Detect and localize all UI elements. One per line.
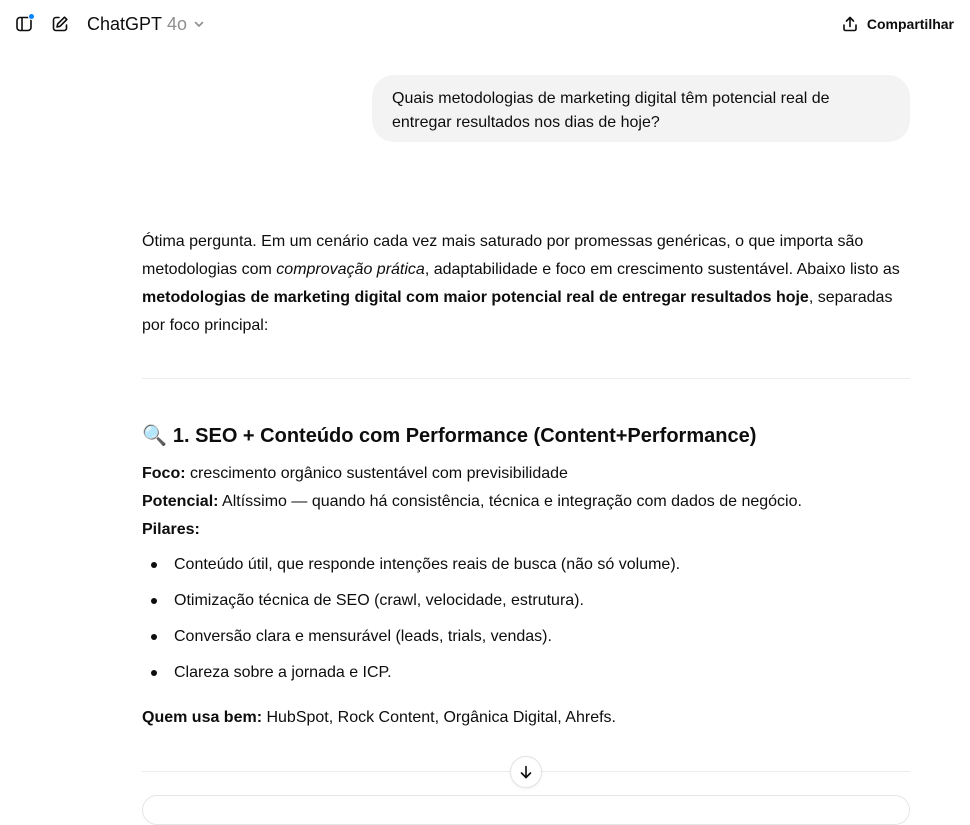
magnifier-icon: 🔍	[142, 425, 167, 447]
intro-paragraph	[142, 228, 910, 340]
sidebar-toggle-button[interactable]	[12, 12, 36, 36]
share-icon	[841, 15, 859, 33]
section-info	[142, 460, 910, 544]
scroll-down-button[interactable]	[510, 756, 542, 788]
list-item: Conteúdo útil, que responde intenções reais de busca (não só volume).	[142, 551, 910, 587]
intro-bold: metodologias de marketing digital com maior potencial real de entregar resultados hoje	[142, 289, 809, 306]
new-chat-button[interactable]	[48, 12, 72, 36]
section-title-text: 1. SEO + Conteúdo com Performance (Content+Performance)	[172, 425, 757, 447]
model-version: 4o	[167, 13, 188, 34]
user-message-bubble: Quais metodologias de marketing digital têm potencial real de entregar resultados nos dias de hoje?	[372, 75, 910, 142]
pillars-list	[142, 551, 910, 695]
focus-label: Foco:	[142, 465, 186, 482]
focus-text: crescimento orgânico sustentável com previsibilidade	[185, 465, 568, 482]
list-item: Conversão clara e mensurável (leads, trials, vendas).	[142, 623, 910, 659]
arrow-down-icon	[517, 763, 535, 781]
pillars-line	[142, 516, 910, 544]
top-bar	[0, 0, 970, 48]
intro-text-1: Ótima pergunta. Em um cenário cada vez mais saturado por promessas genéricas, o que importa são metodologias com	[142, 233, 864, 278]
share-label: Compartilhar	[866, 16, 954, 32]
users-line	[142, 704, 616, 732]
potential-label: Potencial:	[142, 493, 219, 510]
share-button[interactable]	[841, 12, 954, 36]
edit-icon	[50, 14, 70, 34]
model-name: ChatGPT	[87, 13, 163, 34]
chevron-down-icon	[192, 17, 206, 31]
potential-text: Altíssimo — quando há consistência, técnica e integração com dados de negócio.	[218, 493, 802, 510]
intro-italic: comprovação prática	[276, 261, 425, 278]
list-item: Otimização técnica de SEO (crawl, velocidade, estrutura).	[142, 587, 910, 623]
pillars-label: Pilares:	[142, 521, 200, 538]
intro-text-2: , adaptabilidade e foco em crescimento sustentável. Abaixo listo as	[424, 261, 900, 278]
message-composer[interactable]	[142, 795, 910, 825]
users-label: Quem usa bem:	[142, 709, 263, 726]
potential-line	[142, 488, 910, 516]
notification-dot	[28, 13, 35, 20]
users-text: HubSpot, Rock Content, Orgânica Digital, Ahrefs.	[262, 709, 616, 726]
focus-line	[142, 460, 910, 488]
intro-text-3: , separadas por foco principal:	[142, 289, 893, 334]
assistant-message	[142, 228, 910, 340]
section-heading	[142, 422, 756, 450]
section-divider	[142, 378, 910, 379]
model-selector[interactable]	[87, 12, 206, 36]
list-item: Clareza sobre a jornada e ICP.	[142, 659, 910, 695]
